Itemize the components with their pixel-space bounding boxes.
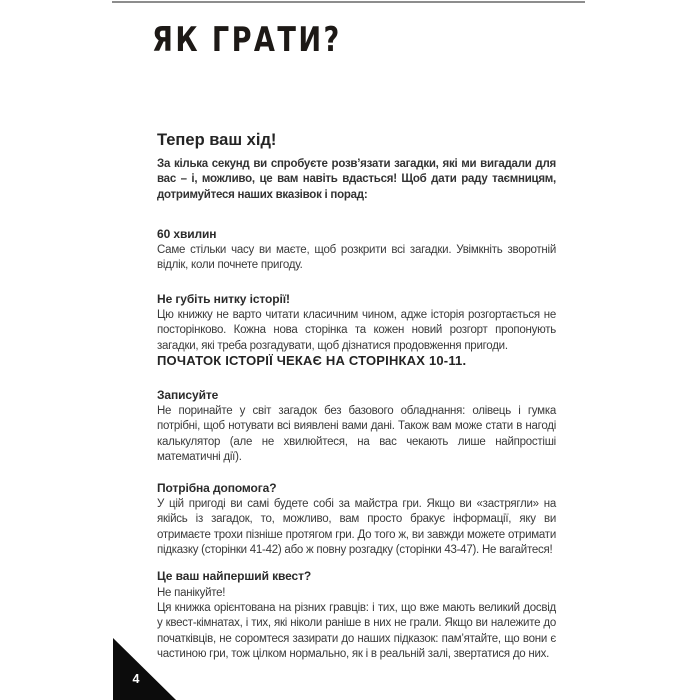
intro-lead: За кілька секунд ви спробуєте розв’язати загадки, які ми вигадали для вас – і, можливо, це вам навіть вдасться! Щоб дати раду таємницям, дотримуйтеся наших вказівок і порад: bbox=[157, 158, 556, 201]
page-number: 4 bbox=[132, 672, 140, 686]
section-heading-take-notes: Записуйте bbox=[157, 388, 219, 402]
section-heading-first-quest: Це ваш найперший квест? bbox=[157, 569, 312, 583]
section-heading-story-thread: Не губіть нитку історії! bbox=[157, 292, 290, 306]
section-body-take-notes: Не поринайте у світ загадок без базового обладнання: олівець і гумка потрібні, щоб нотувати всі виявлені вами дані. Також вам може стати в нагоді калькулятор (але не хвилюйтеся, на вас чекають лише найпростіші математичні дії). bbox=[157, 405, 556, 463]
section-body-first-quest: Ця книжка орієнтована на різних гравців: і тих, що вже мають великий досвід у квест-кімнатах, і тих, які ніколи раніше в них не грали. Якщо ви належите до початківців, не соромтеся зазирати до наших підказок: пам’ятайте, що вони є частиною гри, тож цілком нормально, як і в реальній залі, звертатися до них. bbox=[157, 602, 556, 660]
intro-heading: Тепер ваш хід! bbox=[157, 131, 277, 149]
story-start-callout: ПОЧАТОК ІСТОРІЇ ЧЕКАЄ НА СТОРІНКАХ 10-11. bbox=[157, 353, 467, 368]
section-body-need-help: У цій пригоді ви самі будете собі за майстра гри. Якщо ви «застрягли» на якійсь із загадок, то, можливо, вам просто бракує інформації, яку ви отримаєте трохи пізніше протягом гри. До того ж, ви завжди можете отримати підказку (сторінки 41-42) або ж повну розгадку (сторінки 43-47). Не вагайтеся! bbox=[157, 498, 556, 556]
page-title: ЯК ГРАТИ? bbox=[152, 20, 342, 60]
section-body-story-thread: Цю книжку не варто читати класичним чином, адже історія розгортається не посторінково. Кожна нова сторінка та кожен новий розгорт пропонують загадки, які треба розгадувати, щоб дізнатися продовження пригоди. bbox=[157, 309, 556, 352]
section-subheading-first-quest: Не панікуйте! bbox=[157, 587, 226, 599]
top-rule bbox=[112, 1, 585, 3]
section-body-60-minutes: Саме стільки часу ви маєте, щоб розкрити всі загадки. Увімкніть зворотній відлік, коли почнете пригоду. bbox=[157, 244, 556, 272]
section-heading-60-minutes: 60 хвилин bbox=[157, 227, 217, 241]
section-heading-need-help: Потрібна допомога? bbox=[157, 481, 277, 495]
